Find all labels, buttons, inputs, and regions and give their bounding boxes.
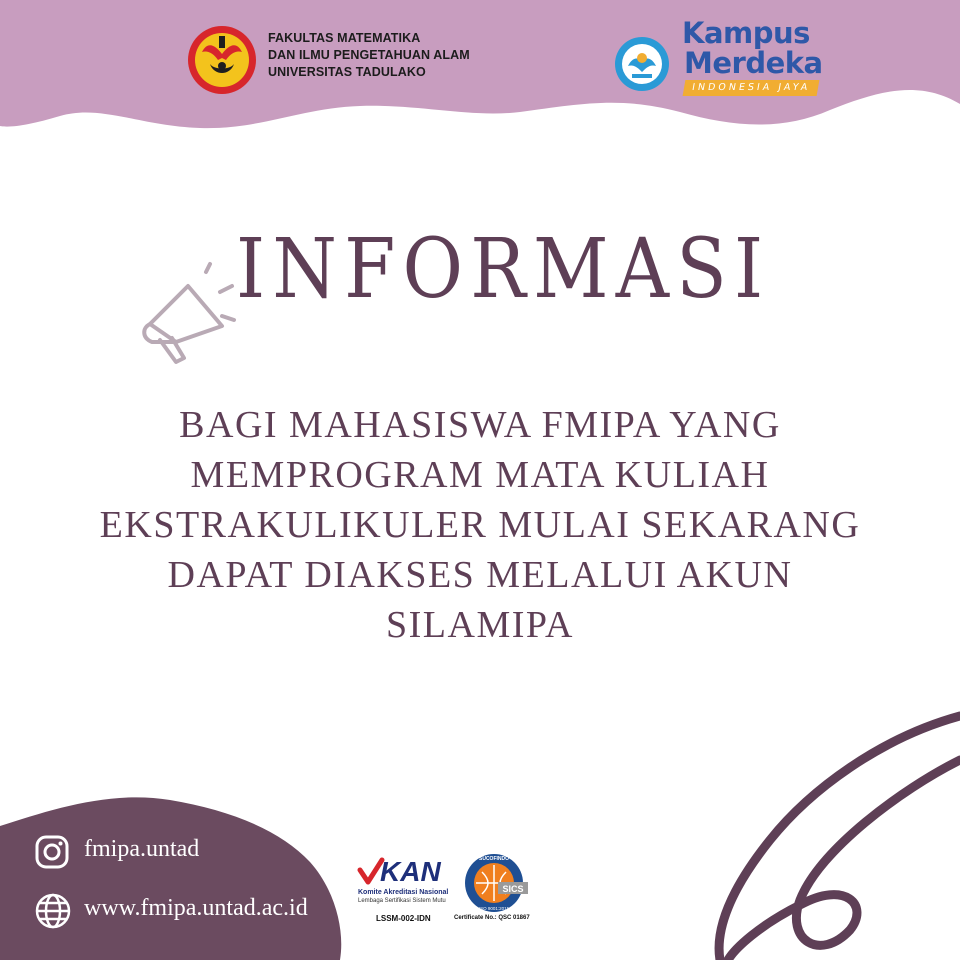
sics-bottom-text: ISO 9001:2015 <box>478 906 510 911</box>
kan-accreditation-code: LSSM-002-IDN <box>376 914 431 923</box>
globe-icon <box>34 892 72 930</box>
instagram-icon <box>34 834 70 870</box>
announcement-line-1: BAGI MAHASISWA FMIPA YANG <box>179 404 781 446</box>
kampus-merdeka-word-1: Kampus <box>682 16 810 50</box>
footer-blob <box>0 797 341 960</box>
faculty-name <box>268 30 470 81</box>
decorative-curve-loop <box>728 760 960 960</box>
announcement-line-5: SILAMIPA <box>386 604 574 646</box>
decorative-curve-outer <box>719 716 960 960</box>
website-link[interactable]: www.fmipa.untad.ac.id <box>84 895 308 921</box>
sucofindo-logo <box>462 852 530 914</box>
announcement-text <box>40 400 920 650</box>
kan-subtitle: Lembaga Sertifikasi Sistem Mutu <box>358 898 446 904</box>
kampus-merdeka-word-2: Merdeka <box>684 46 823 80</box>
page-title: INFORMASI <box>236 222 771 317</box>
sics-certificate-number: Certificate No.: QSC 01867 <box>454 915 530 921</box>
faculty-line-1: FAKULTAS MATEMATIKA <box>268 31 421 45</box>
faculty-line-3: UNIVERSITAS TADULAKO <box>268 65 426 79</box>
kemdikbud-logo-icon <box>614 36 670 92</box>
indonesia-jaya-ribbon: INDONESIA JAYA <box>683 80 820 96</box>
announcement-line-3: EKSTRAKULIKULER MULAI SEKARANG <box>99 504 861 546</box>
sics-middle-text: SICS <box>502 884 524 894</box>
announcement-line-2: MEMPROGRAM MATA KULIAH <box>190 454 770 496</box>
kan-full-name: Komite Akreditasi Nasional <box>358 889 449 896</box>
faculty-line-2: DAN ILMU PENGETAHUAN ALAM <box>268 48 470 62</box>
sics-top-text: SUCOFINDO <box>479 856 509 862</box>
tadulako-logo-icon <box>186 24 258 96</box>
instagram-handle[interactable]: fmipa.untad <box>84 836 200 862</box>
announcement-line-4: DAPAT DIAKSES MELALUI AKUN <box>167 554 793 596</box>
kan-wordmark: KAN <box>380 856 441 887</box>
megaphone-icon <box>136 258 246 368</box>
